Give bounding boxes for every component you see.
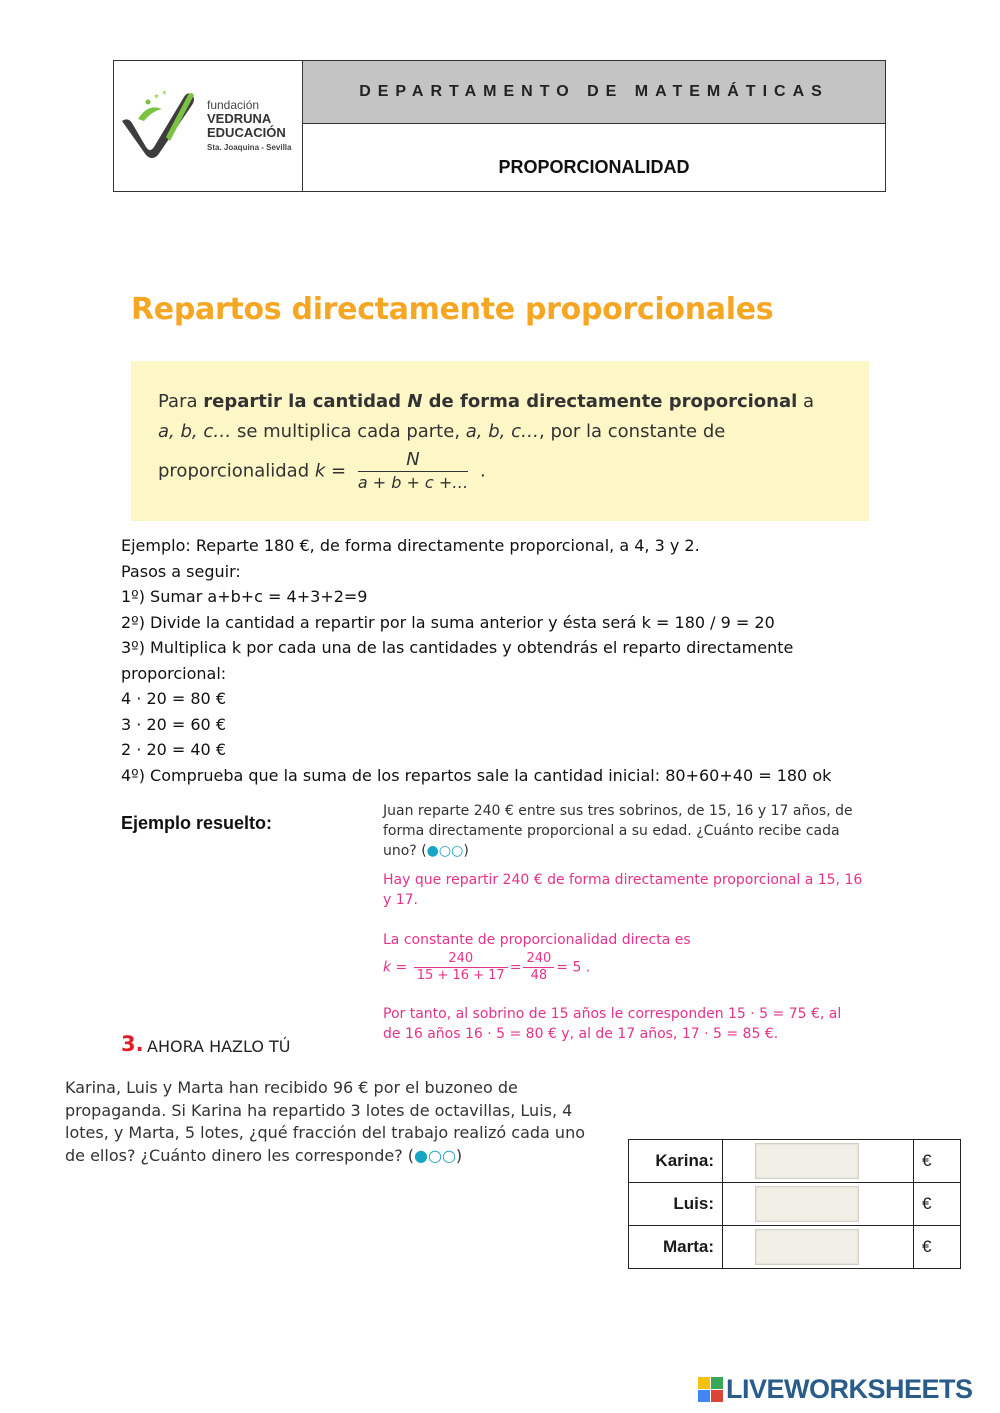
header-titles — [303, 61, 885, 191]
answer-row — [629, 1183, 961, 1226]
k-label: k = — [383, 959, 408, 976]
k-frac2-num: 240 — [523, 951, 554, 968]
exercise-title: AHORA HAZLO TÚ — [147, 1037, 291, 1056]
k-result: = 5 . — [556, 959, 591, 976]
rule-eq: = — [325, 460, 352, 482]
rule-frac-den: a + b + c +… — [357, 473, 469, 492]
k-fraction-2 — [523, 951, 554, 984]
exercise-text — [65, 1077, 610, 1167]
rule-line-2 — [158, 417, 869, 447]
solved-example-label: Ejemplo resuelto: — [121, 813, 273, 833]
step-line: 2 · 20 = 40 € — [121, 740, 226, 759]
step-line: Pasos a seguir: — [121, 561, 241, 581]
rule-text: Para — [158, 391, 204, 412]
exercise-statement: Karina, Luis y Marta han recibido 96 € por el buzoneo de propaganda. Si Karina ha repartido 3 lotes de octavillas, Luis, 4 lotes, y Marta, 5 lotes, ¿qué fracción del trabajo realizó cada uno de ellos? ¿Cuánto dinero les corresponde? ( — [65, 1078, 585, 1165]
rule-text-4: , por la constante de — [539, 421, 726, 442]
logo-line-1: fundación — [207, 98, 260, 112]
step-line: 4º) Comprueba que la suma de los repartos sale la cantidad inicial: 80+60+40 = 180 ok — [121, 765, 832, 785]
rule-vars-2: a, b, c… — [465, 421, 540, 442]
logo-cell — [114, 61, 303, 191]
logo-line-4: Sta. Joaquina - Sevilla — [207, 142, 292, 152]
svg-text:*: * — [154, 93, 159, 104]
section-title: Repartos directamente proporcionales — [131, 292, 774, 327]
step-line: proporcional: — [121, 663, 227, 683]
euro-unit: € — [914, 1226, 961, 1269]
solved-question — [383, 801, 863, 861]
answer-cell — [723, 1226, 914, 1269]
k-frac2-den: 48 — [530, 968, 548, 983]
answer-input-marta[interactable] — [755, 1229, 859, 1265]
k-fraction-1 — [414, 951, 508, 984]
rule-text-5: proporcionalidad — [158, 460, 315, 482]
step-line: 3 · 20 = 60 € — [121, 714, 226, 734]
answer-row — [629, 1140, 961, 1183]
brand-name: LIVEWORKSHEETS — [726, 1374, 973, 1404]
step-line: 1º) Sumar a+b+c = 4+3+2=9 — [121, 587, 368, 606]
k-eq: = — [509, 959, 522, 976]
step-line: 3º) Multiplica k por cada una de las cantidades y obtendrás el reparto directamente — [121, 638, 794, 657]
logo-line-3: EDUCACIÓN — [207, 125, 286, 141]
exercise-statement-end: ) — [455, 1145, 463, 1165]
answer-cell — [723, 1183, 914, 1226]
logo-text — [207, 99, 291, 153]
rule-vars: a, b, c… — [158, 421, 232, 442]
topic-title: PROPORCIONALIDAD — [498, 157, 690, 177]
answer-name: Marta: — [629, 1226, 723, 1269]
rule-line-3 — [158, 449, 869, 494]
vedruna-logo-icon — [118, 89, 203, 161]
step-line: 2º) Divide la cantidad a repartir por la suma anterior y ésta será k = 180 / 9 = 20 — [121, 612, 775, 632]
answer-input-luis[interactable] — [755, 1186, 859, 1222]
answer-table — [628, 1139, 961, 1269]
k-frac1-num: 240 — [414, 951, 508, 968]
rule-bold: repartir la cantidad — [203, 391, 408, 412]
rule-k: k — [314, 460, 326, 482]
svg-text:*: * — [162, 90, 167, 100]
liveworksheets-brand[interactable] — [698, 1374, 973, 1405]
rule-bold-2: de forma directamente proporcional — [422, 391, 798, 412]
rule-frac-num: N — [358, 449, 468, 472]
answer-name: Luis: — [629, 1183, 723, 1226]
euro-unit: € — [914, 1140, 961, 1183]
rule-text-2: a — [797, 391, 815, 412]
rule-line-1 — [158, 387, 869, 417]
rule-text-3: se multiplica cada parte, — [231, 421, 466, 442]
logo-line-2: VEDRUNA — [207, 111, 272, 127]
solved-step-2: La constante de proporcionalidad directa es — [383, 932, 691, 948]
answer-input-karina[interactable] — [755, 1143, 859, 1179]
rule-fraction — [358, 449, 468, 494]
solved-step-3: Por tanto, al sobrino de 15 años le corresponden 15 · 5 = 75 €, al de 16 años 16 · 5 = 80 € y, al de 17 años, 17 · 5 = 85 €. — [383, 1006, 842, 1042]
solved-step-1: Hay que repartir 240 € de forma directamente proporcional a 15, 16 y 17. — [383, 872, 863, 908]
step-line: Ejemplo: Reparte 180 €, de forma directamente proporcional, a 4, 3 y 2. — [121, 536, 700, 555]
solved-k-formula — [383, 951, 590, 984]
solved-question-text: Juan reparte 240 € entre sus tres sobrinos, de 15, 16 y 17 años, de forma directamente proporcional a su edad. ¿Cuánto recibe cada uno? ( — [383, 803, 853, 859]
rule-box — [131, 361, 869, 521]
k-frac1-den: 15 + 16 + 17 — [416, 968, 505, 983]
answer-row — [629, 1226, 961, 1269]
answer-cell — [723, 1140, 914, 1183]
solved-question-end: ) — [463, 843, 469, 859]
exercise-number: 3. — [121, 1032, 144, 1056]
rule-var-n: N — [407, 391, 423, 412]
euro-unit: € — [914, 1183, 961, 1226]
worksheet-header — [113, 60, 886, 192]
answer-name: Karina: — [629, 1140, 723, 1183]
liveworksheets-logo-icon — [698, 1377, 724, 1403]
difficulty-dots-icon: ●○○ — [426, 843, 464, 859]
example-steps — [121, 533, 881, 788]
difficulty-dots-icon: ●○○ — [414, 1145, 456, 1165]
department-title: DEPARTAMENTO DE MATEMÁTICAS — [303, 61, 885, 124]
step-line: 4 · 20 = 80 € — [121, 689, 226, 708]
rule-text-6: . — [474, 460, 486, 482]
